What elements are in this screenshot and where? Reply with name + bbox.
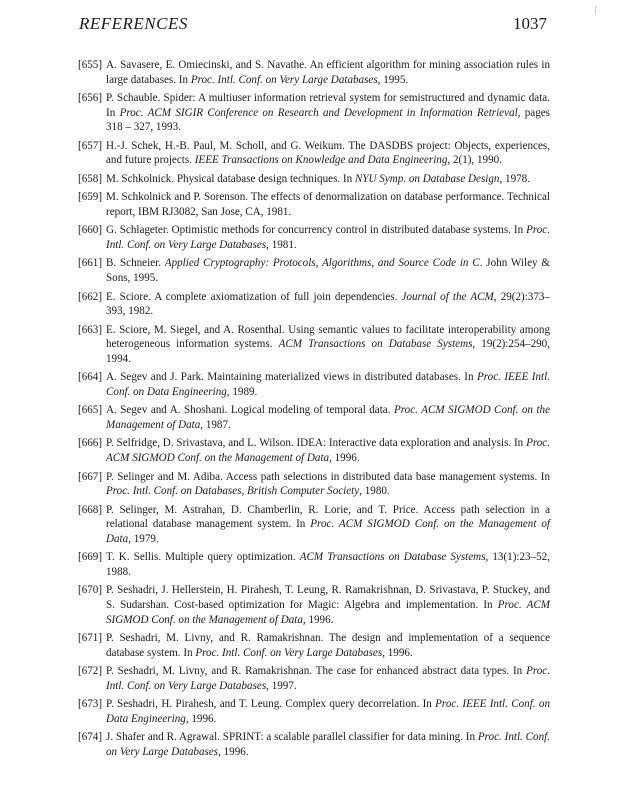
reference-entry <box>78 583 550 627</box>
reference-details: , 1989. <box>226 385 258 398</box>
reference-details: , 1996. <box>302 613 334 626</box>
reference-venue: Proc. ACM SIGMOD Conf. on the Management of Data <box>106 437 550 465</box>
reference-text <box>106 323 550 367</box>
reference-details: , 1995. <box>377 73 409 86</box>
reference-entry <box>78 323 550 367</box>
reference-number: [658] <box>78 172 103 185</box>
reference-authors-title: B. Schneier. <box>106 257 165 270</box>
reference-venue: Proc. Intl. Conf. on Very Large Databases <box>106 731 550 758</box>
reference-number: [662] <box>78 290 103 303</box>
reference-authors-title: H.-J. Schek, H.-B. Paul, M. Scholl, and G. Weikum. The DASDBS project: Objects, experiences, and future projects. <box>106 139 550 167</box>
reference-text <box>106 370 550 399</box>
reference-text <box>106 550 550 579</box>
reference-entry <box>78 91 550 135</box>
reference-details: , 1987. <box>200 418 231 431</box>
reference-entry <box>78 697 550 726</box>
reference-entry <box>78 436 550 465</box>
reference-number: [665] <box>78 404 103 417</box>
reference-authors-title: J. Shafer and R. Agrawal. SPRINT: a scalable parallel classifier for data mining. In <box>106 731 478 744</box>
reference-venue: Proc. IEEE Intl. Conf. on Data Engineering <box>106 698 551 725</box>
reference-details: , 1980. <box>359 485 390 498</box>
reference-venue: Proc. ACM SIGMOD Conf. on the Management of Data <box>106 404 551 431</box>
reference-number: [660] <box>78 224 103 237</box>
reference-details: , 1978. <box>499 172 530 185</box>
reference-details: , 1981. <box>266 238 297 251</box>
reference-details: , 29(2):373–393, 1982. <box>106 290 550 318</box>
reference-text <box>106 172 550 187</box>
reference-venue: Proc. IEEE Intl. Conf. on Data Engineering <box>106 371 550 398</box>
reference-text <box>106 583 550 627</box>
reference-text <box>106 730 550 759</box>
reference-text <box>106 223 550 252</box>
reference-entry <box>78 139 550 168</box>
reference-authors-title: A. Savasere, E. Omiecinski, and S. Navathe. An efficient algorithm for mining association rules in large databases. In <box>106 59 550 86</box>
reference-entry <box>78 172 550 187</box>
reference-venue: Proc. ACM SIGMOD Conf. on the Management of Data <box>106 598 550 626</box>
reference-authors-title: T. K. Sellis. Multiple query optimization. <box>106 551 300 564</box>
reference-venue: Proc. Intl. Conf. on Very Large Databases <box>106 224 550 251</box>
reference-venue: IEEE Transactions on Knowledge and Data Engineering <box>194 154 448 167</box>
reference-authors-title: A. Segev and A. Shoshani. Logical modeling of temporal data. <box>106 404 394 417</box>
reference-entry <box>78 370 550 399</box>
reference-authors-title: P. Selinger, M. Astrahan, D. Chamberlin, R. Lorie, and T. Price. Access path selection in a relational database management system. In <box>106 503 550 531</box>
reference-text <box>106 503 550 547</box>
reference-authors-title: E. Sciore. A complete axiomatization of full join dependencies. <box>106 290 402 303</box>
reference-number: [664] <box>78 371 103 384</box>
reference-entry <box>78 403 550 432</box>
reference-details: , 1997. <box>266 679 297 692</box>
reference-details: , 1996. <box>185 712 217 725</box>
reference-entry <box>78 256 550 285</box>
reference-number: [655] <box>78 59 103 71</box>
reference-entry <box>78 664 550 693</box>
reference-details: , 2(1), 1990. <box>447 154 502 167</box>
reference-details: , 13(1):23–52, 1988. <box>106 551 550 578</box>
reference-entry <box>78 631 550 660</box>
reference-authors-title: P. Schauble. Spider: A multiuser information retrieval system for semistructured and dynamic data. In <box>106 92 550 119</box>
scan-mark <box>595 6 596 14</box>
reference-number: [659] <box>78 191 103 204</box>
reference-venue: Proc. Intl. Conf. on Very Large Databases <box>195 646 383 659</box>
reference-details: . John Wiley & Sons, 1995. <box>106 257 550 285</box>
reference-venue: ACM Transactions on Database Systems <box>299 551 486 564</box>
reference-number: [668] <box>78 503 103 516</box>
reference-venue: Proc. Intl. Conf. on Very Large Databases <box>106 665 550 692</box>
reference-number: [670] <box>78 584 103 597</box>
reference-authors-title: A. Segev and J. Park. Maintaining materialized views in distributed databases. In <box>106 371 477 384</box>
reference-number: [672] <box>78 665 103 678</box>
reference-authors-title: G. Schlageter. Optimistic methods for concurrency control in distributed database systems. In <box>106 224 527 237</box>
reference-authors-title: P. Seshadri, M. Livny, and R. Ramakrishnan. The case for enhanced abstract data types. In <box>106 665 527 678</box>
reference-authors-title: M. Schkolnick and P. Sorenson. The effects of denormalization on database performance. Technical report, IBM RJ3082, San Jose, CA, 1981. <box>106 191 550 218</box>
reference-entry <box>78 223 550 252</box>
reference-text <box>106 470 550 499</box>
reference-details: , 19(2):254–290, 1994. <box>106 338 550 365</box>
section-title: REFERENCES <box>79 14 188 33</box>
reference-text <box>106 403 550 432</box>
reference-text <box>106 664 550 693</box>
reference-text <box>106 91 550 135</box>
reference-authors-title: P. Seshadri, M. Livny, and R. Ramakrishnan. The design and implementation of a sequence database system. In <box>106 632 550 659</box>
reference-authors-title: P. Selinger and M. Adiba. Access path selections in distributed data base management systems. In <box>106 470 550 483</box>
reference-authors-title: P. Seshadri, H. Pirahesh, and T. Leung. Complex query decorrelation. In <box>106 698 436 711</box>
reference-number: [669] <box>78 551 103 564</box>
reference-venue: Proc. ACM SIGIR Conference on Research and Development in Information Retrieval <box>119 106 518 119</box>
reference-details: , pages 318 – 327, 1993. <box>106 106 550 134</box>
reference-number: [674] <box>78 731 103 744</box>
reference-venue: Applied Cryptography: Protocols, Algorithms, and Source Code in C <box>164 257 480 270</box>
reference-authors-title: P. Selfridge, D. Srivastava, and L. Wilson. IDEA: Interactive data exploration and analysis. In <box>106 437 527 450</box>
reference-venue: Proc. Intl. Conf. on Databases, British Computer Society <box>106 485 360 498</box>
reference-number: [667] <box>78 470 103 483</box>
reference-entry <box>78 503 550 547</box>
reference-entry <box>78 470 550 499</box>
reference-venue: NYU Symp. on Database Design <box>354 172 500 185</box>
reference-details: , 1996. <box>218 745 249 758</box>
reference-entry <box>78 550 550 579</box>
reference-venue: Journal of the ACM <box>401 290 494 303</box>
reference-number: [663] <box>78 323 103 336</box>
reference-entry <box>78 290 550 319</box>
reference-list <box>78 58 550 763</box>
reference-venue: ACM Transactions on Database Systems <box>278 338 473 351</box>
reference-details: , 1996. <box>382 646 413 659</box>
reference-entry <box>78 58 550 87</box>
reference-number: [673] <box>78 698 103 711</box>
reference-text <box>106 190 550 219</box>
reference-number: [671] <box>78 632 103 645</box>
reference-details: , 1979. <box>128 532 159 545</box>
reference-entry <box>78 730 550 759</box>
reference-entry <box>78 190 550 219</box>
reference-number: [666] <box>78 437 103 450</box>
reference-number: [657] <box>78 139 103 152</box>
reference-authors-title: M. Schkolnick. Physical database design techniques. In <box>106 172 355 185</box>
reference-text <box>106 631 550 660</box>
reference-details: , 1996. <box>329 452 360 465</box>
page-number: 1037 <box>513 14 547 33</box>
reference-authors-title: P. Seshadri, J. Hellerstein, H. Pirahesh, T. Leung, R. Ramakrishnan, D. Srivastava, P. Stuckey, and S. Sudarshan. Cost-based optimization for Magic: Algebra and implementation. In <box>106 584 550 611</box>
reference-text <box>106 58 550 87</box>
reference-text <box>106 436 550 465</box>
reference-venue: Proc. ACM SIGMOD Conf. on the Management of Data <box>106 518 551 545</box>
running-header <box>79 12 547 38</box>
reference-venue: Proc. Intl. Conf. on Very Large Databases <box>190 73 378 86</box>
reference-authors-title: E. Sciore, M. Siegel, and A. Rosenthal. Using semantic values to facilitate interoperability among heterogeneous information systems. <box>106 323 550 351</box>
reference-text <box>106 290 550 319</box>
reference-text <box>106 139 550 168</box>
reference-text <box>106 697 550 726</box>
reference-number: [656] <box>78 92 103 105</box>
reference-number: [661] <box>78 257 103 270</box>
reference-text <box>106 256 550 285</box>
